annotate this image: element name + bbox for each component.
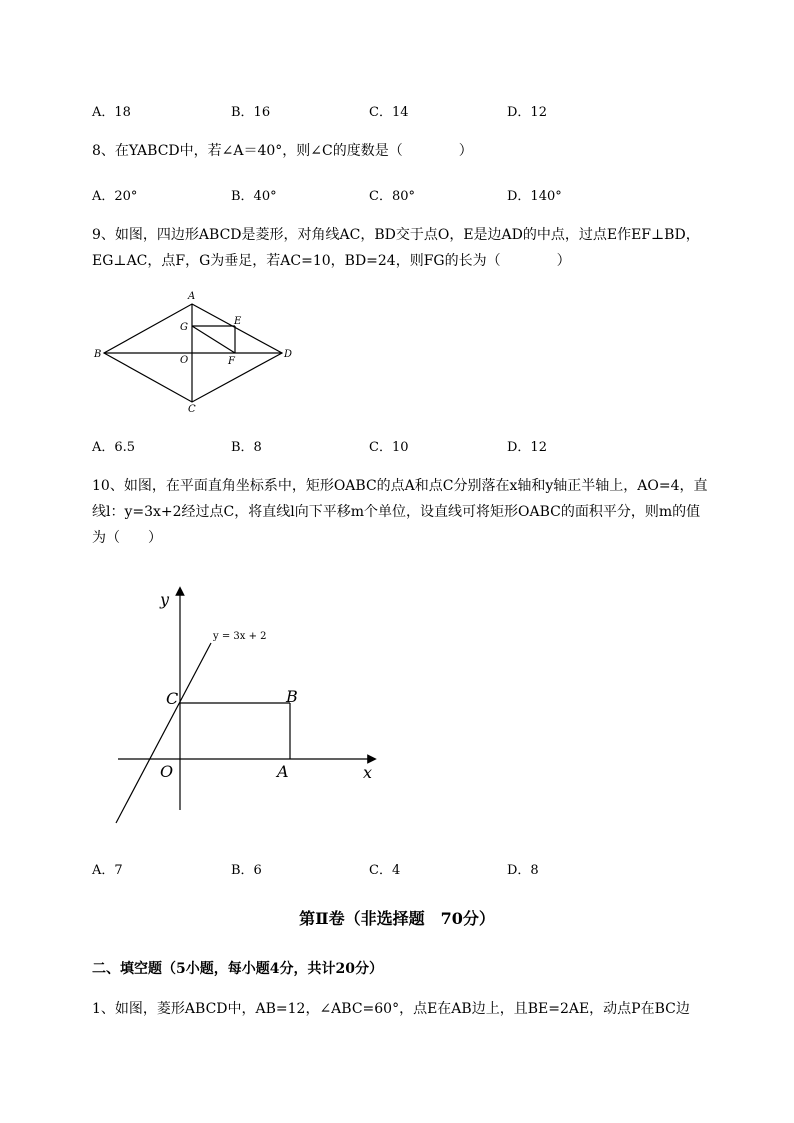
q10-stem-line3: 为（ ）: [92, 530, 162, 546]
segment-gf: [192, 326, 235, 353]
q10-option-b: B．6: [231, 863, 262, 878]
q9-option-d: D．12: [507, 440, 547, 455]
label-c: C: [166, 689, 179, 708]
label-g: G: [180, 322, 188, 333]
label-e: E: [234, 316, 242, 327]
q7-option-b: B．16: [231, 105, 271, 120]
q9-stem-line1: 9、如图，四边形ABCD是菱形，对角线AC，BD交于点O，E是边AD的中点，过点E作EF⊥BD，: [92, 227, 700, 243]
q7-option-d: D．12: [507, 105, 547, 120]
q10-options: [92, 859, 692, 877]
q9-option-c: C．10: [369, 440, 409, 455]
line-equation-label: y = 3x + 2: [213, 631, 267, 642]
q10-option-a: A．7: [92, 863, 123, 878]
q7-options: [92, 101, 692, 119]
fill-q1-stem: 1、如图，菱形ABCD中，AB=12，∠ABC=60°，点E在AB边上，且BE=2AE，动点P在BC边: [92, 1001, 690, 1017]
label-o: O: [160, 762, 174, 781]
label-c: C: [188, 404, 196, 414]
q9-option-a: A．6.5: [92, 440, 136, 455]
label-b: B: [94, 349, 102, 360]
q8-option-c: C．80°: [369, 189, 415, 204]
part2-heading: 第Ⅱ卷（非选择题 70分）: [299, 909, 495, 928]
label-d: D: [284, 349, 293, 360]
section-fill-in-heading: 二、填空题（5小题，每小题4分，共计20分）: [92, 961, 383, 977]
q9-option-b: B．8: [231, 440, 262, 455]
q8-option-a: A．20°: [92, 189, 138, 204]
x-axis-label: x: [363, 763, 373, 782]
label-f: F: [228, 356, 235, 367]
label-o: O: [180, 355, 189, 366]
label-b: B: [286, 687, 298, 706]
y-axis-label: y: [160, 590, 170, 609]
line-l: [116, 643, 211, 823]
q7-option-a: A．18: [92, 105, 131, 120]
q8-option-d: D．140°: [507, 189, 562, 204]
q10-stem-line2: 线l：y=3x+2经过点C，将直线l向下平移m个单位，设直线可将矩形OABC的面积平分，则m的值: [92, 504, 701, 520]
q9-rhombus-figure: [90, 288, 302, 414]
q10-stem-line1: 10、如图，在平面直角坐标系中，矩形OABC的点A和点C分别落在x轴和y轴正半轴上，AO=4，直: [92, 478, 708, 494]
q7-option-c: C．14: [369, 105, 409, 120]
q9-options: [92, 436, 692, 454]
q8-option-b: B．40°: [231, 189, 277, 204]
q10-coordinate-figure: [110, 585, 390, 830]
label-a: A: [277, 762, 289, 781]
q9-stem-line2: EG⊥AC，点F，G为垂足，若AC=10，BD=24，则FG的长为（ ）: [92, 253, 571, 269]
label-a: A: [188, 291, 196, 302]
q10-option-d: D．8: [507, 863, 539, 878]
q8-stem: 8、在YABCD中，若∠A＝40°，则∠C的度数是（ ）: [92, 143, 473, 159]
q10-option-c: C．4: [369, 863, 401, 878]
q8-options: [92, 185, 692, 203]
